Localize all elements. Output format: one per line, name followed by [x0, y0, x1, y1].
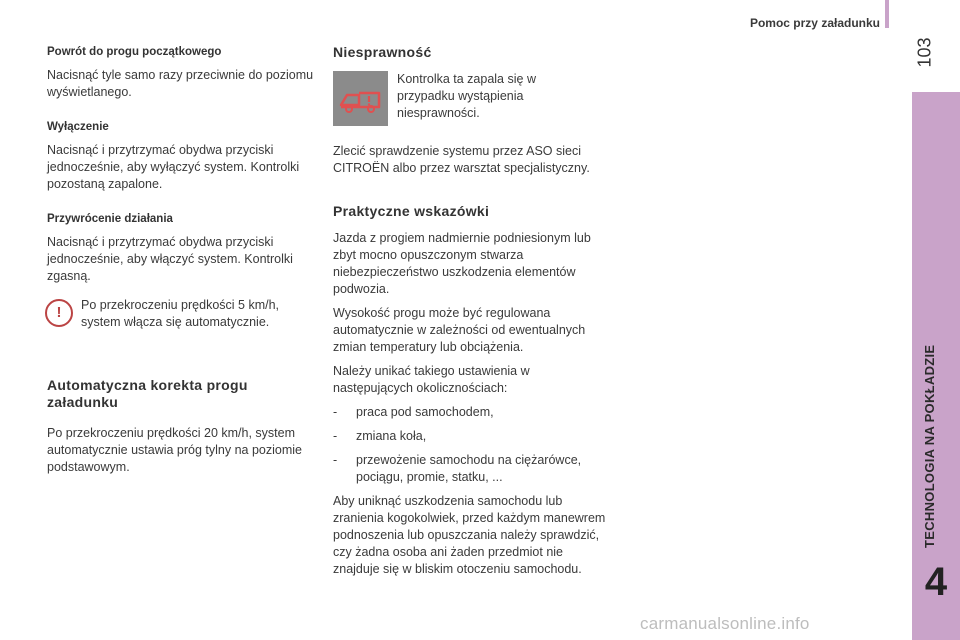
list-item-text: praca pod samochodem,	[356, 405, 494, 419]
fault-lamp-text: Kontrolka ta zapala się w przypadku wystąpienia niesprawności.	[397, 72, 536, 120]
fault-instruction-text: Zlecić sprawdzenie systemu przez ASO sieci CITROËN albo przez warsztat specjalistyczny.	[333, 144, 590, 175]
section-title-fault: Niesprawność	[333, 44, 432, 60]
section-title-restore: Przywrócenie działania	[47, 213, 173, 225]
section-title-reset: Powrót do progu początkowego	[47, 46, 222, 58]
warning-note	[47, 297, 317, 331]
watermark: carmanualsonline.info	[640, 614, 810, 633]
left-column	[47, 44, 317, 483]
section-text-restore: Nacisnąć i przytrzymać obydwa przyciski jednocześnie, aby włączyć system. Kontrolki zgasną.	[47, 235, 293, 283]
warning-exclamation-icon: !	[45, 299, 73, 327]
tips-paragraph-2: Wysokość progu może być regulowana automatycznie w zależności od ewentualnych zmian temperatury lub obciążenia.	[333, 306, 586, 354]
section-text-auto-correction: Po przekroczeniu prędkości 20 km/h, system automatycznie ustawia próg tylny na poziomie podstawowym.	[47, 426, 302, 474]
list-dash: -	[333, 429, 338, 443]
list-dash: -	[333, 405, 338, 419]
chapter-label: TECHNOLOGIA NA POKŁADZIE	[922, 344, 937, 548]
chapter-number: 4	[924, 560, 948, 604]
section-title-disable: Wyłączenie	[47, 121, 109, 133]
list-item	[333, 428, 608, 445]
tips-paragraph-1: Jazda z progiem nadmiernie podniesionym lub zbyt mocno opuszczonym stwarza niebezpieczeństwo uszkodzenia elementów podwozia.	[333, 231, 591, 296]
section-text-disable: Nacisnąć i przytrzymać obydwa przyciski jednocześnie, aby wyłączyć system. Kontrolki pozostaną zapalone.	[47, 143, 300, 191]
section-text-reset: Nacisnąć tyle samo razy przeciwnie do poziomu wyświetlanego.	[47, 68, 314, 99]
warning-note-text: Po przekroczeniu prędkości 5 km/h, system włącza się automatycznie.	[81, 298, 280, 329]
header-accent-rule	[885, 0, 889, 28]
fault-lamp-row	[333, 71, 608, 137]
list-item	[333, 452, 608, 486]
list-item	[333, 404, 608, 421]
page-header-title: Pomoc przy załadunku	[749, 16, 880, 30]
tips-paragraph-4: Aby uniknąć uszkodzenia samochodu lub zranienia kogokolwiek, przed każdym manewrem podnoszenia lub opuszczania należy sprawdzić, czy żadna osoba ani żaden przedmiot nie znajduje się w bliskim otoczeniu samochodu.	[333, 494, 606, 576]
vehicle-fault-warning-icon	[333, 71, 388, 126]
list-dash: -	[333, 453, 338, 467]
list-item-text: przewożenie samochodu na ciężarówce, pociągu, promie, statku, ...	[356, 453, 582, 484]
section-title-tips: Praktyczne wskazówki	[333, 203, 490, 219]
right-column	[333, 44, 608, 585]
list-item-text: zmiana koła,	[356, 429, 427, 443]
section-title-auto-correction: Automatyczna korekta progu załadunku	[47, 377, 248, 410]
tips-paragraph-3: Należy unikać takiego ustawienia w następujących okolicznościach:	[333, 364, 530, 395]
page-number: 103	[914, 37, 935, 68]
